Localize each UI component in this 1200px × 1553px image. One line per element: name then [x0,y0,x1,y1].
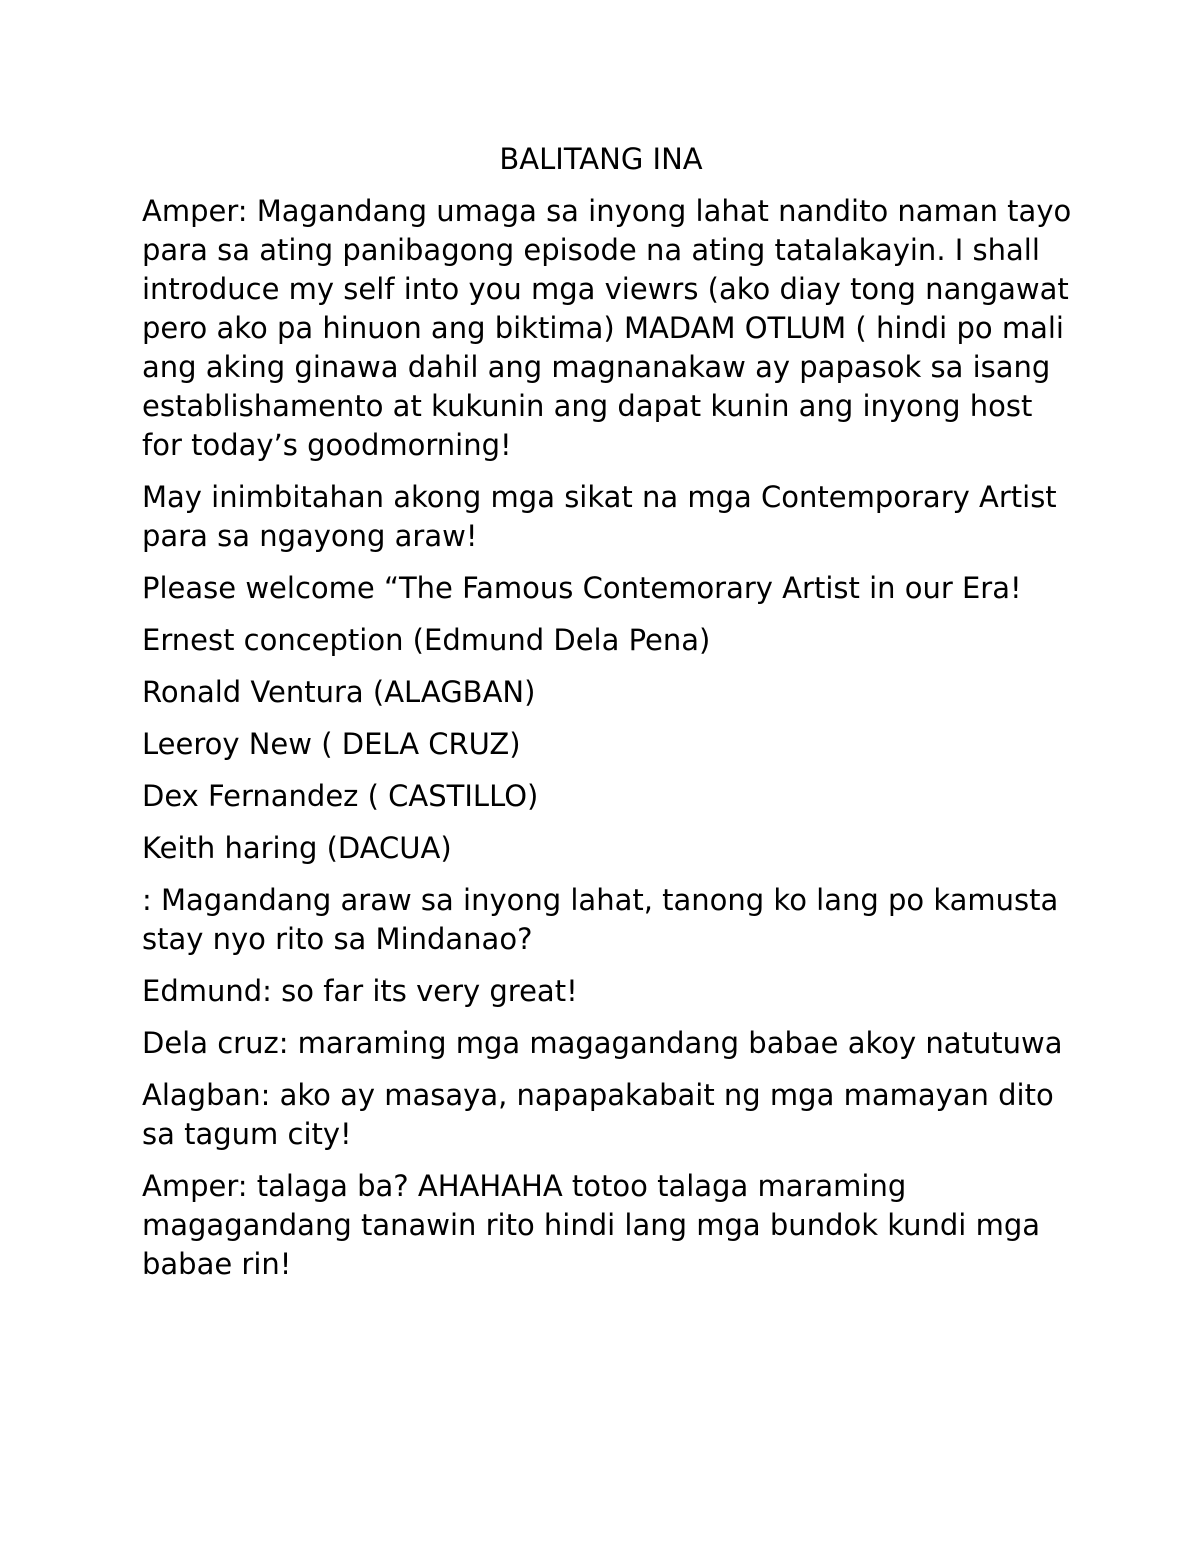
paragraph-intro: Amper: Magandang umaga sa inyong lahat nandito naman tayo para sa ating panibagong episode na ating tatalakayin. I shall introduce my self into you mga viewrs (ako diay tong nangawat pero ako pa hinuon ang biktima) MADAM OTLUM ( hindi po mali ang aking ginawa dahil ang magnanakaw ay papasok sa isang establishamento at kukunin ang dapat kunin ang inyong host for today’s goodmorning! [142,194,1072,462]
artist-line-5: Keith haring (DACUA) [142,831,452,865]
dialogue-question: : Magandang araw sa inyong lahat, tanong ko lang po kamusta stay nyo rito sa Mindanao? [142,883,1059,956]
dialogue-amper: Amper: talaga ba? AHAHAHA totoo talaga maraming magagandang tanawin rito hindi lang mga bundok kundi mga babae rin! [142,1169,1041,1281]
dialogue-dela-cruz: Dela cruz: maraming mga magagandang babae akoy natutuwa [142,1026,1063,1060]
dialogue-edmund: Edmund: so far its very great! [142,974,578,1008]
artist-line-2: Ronald Ventura (ALAGBAN) [142,675,536,709]
dialogue-alagban: Alagban: ako ay masaya, napapakabait ng mga mamayan dito sa tagum city! [142,1078,1054,1151]
paragraph-invited-artists: May inimbitahan akong mga sikat na mga Contemporary Artist para sa ngayong araw! [142,480,1057,553]
artist-line-3: Leeroy New ( DELA CRUZ) [142,727,521,761]
document-title: BALITANG INA [499,142,703,176]
artist-line-4: Dex Fernandez ( CASTILLO) [142,779,539,813]
artist-line-1: Ernest conception (Edmund Dela Pena) [142,623,711,657]
paragraph-welcome: Please welcome “The Famous Contemorary Artist in our Era! [142,571,1022,605]
document-body [142,140,1072,1297]
